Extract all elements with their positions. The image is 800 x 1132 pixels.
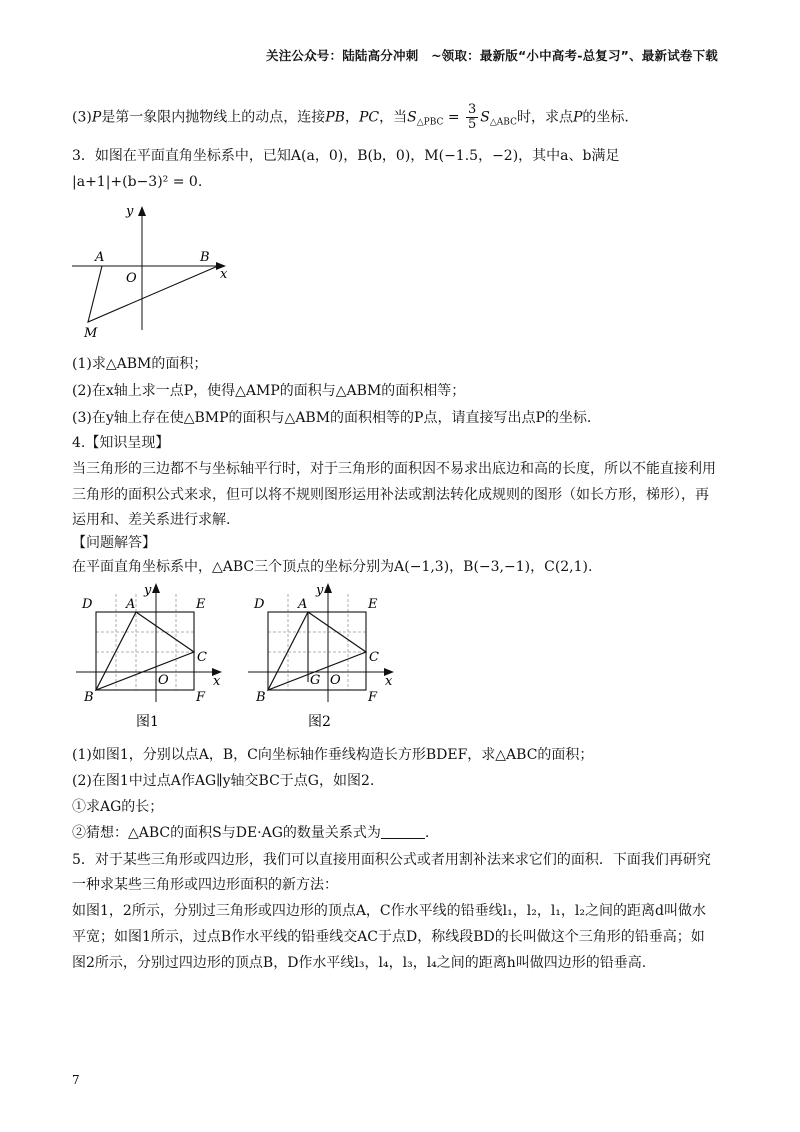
label-a: A: [298, 597, 308, 612]
rectangle-bdef: [96, 612, 194, 690]
q5-line1: 5．对于某些三角形或四边形，我们可以直接用面积公式或者用割补法来求它们的面积．下面我们再研究: [72, 852, 711, 868]
label-x: x: [213, 674, 221, 689]
label-o: O: [158, 673, 169, 688]
label-y: y: [126, 204, 134, 219]
label-d: D: [254, 597, 265, 612]
q5-line2: 一种求某些三角形或四边形面积的新方法：: [72, 877, 338, 893]
q2-part3-line: (3)P是第一象限内抛物线上的动点，连接PB，PC，当$S_{\triangle PBC}$ = $\frac{3}{5}$ $S_{\triangle ABC}$时，求点P的坐标.: [72, 102, 629, 132]
q3-sub2: (2)在x轴上求一点P，使得△AMP的面积与△ABM的面积相等；: [72, 383, 466, 399]
label-c: C: [369, 650, 379, 665]
label-f: F: [196, 690, 206, 705]
label-b: B: [84, 690, 94, 705]
label-d: D: [82, 597, 93, 612]
y-axis-arrow: [152, 583, 160, 593]
y-axis-arrow: [324, 583, 332, 593]
q4-p3: 运用和、差关系进行求解.: [72, 512, 231, 528]
triangle-abc: [96, 612, 194, 690]
q3-figure: [70, 198, 240, 348]
q3-sub3: (3)在y轴上存在使△BMP的面积与△ABM的面积相等的P点，请直接写出点P的坐标.: [72, 410, 592, 426]
q3-condition: |a+1|+(b−3)² = 0.: [72, 174, 203, 190]
label-e: E: [368, 597, 378, 612]
figure-2-caption: 图2: [308, 714, 331, 730]
figure-1-caption: 图1: [136, 714, 159, 730]
label-y: y: [144, 583, 152, 598]
q4-solution-title: 【问题解答】: [72, 535, 156, 551]
triangle-abm: [88, 266, 218, 322]
label-m: M: [84, 326, 98, 341]
q3-intro: 3．如图在平面直角坐标系中，已知A(a，0)，B(b，0)，M(−1.5，−2)，其中a、b满足: [72, 148, 620, 164]
label-b: B: [256, 690, 266, 705]
page-number: 7: [72, 1073, 80, 1087]
y-axis-arrow: [138, 206, 146, 216]
label-a: A: [126, 597, 136, 612]
fraction-three-fifths: $\frac{3}{5}$: [468, 102, 477, 132]
label-b: B: [200, 250, 210, 265]
label-x: x: [385, 674, 393, 689]
q4-title: 4.【知识呈现】: [72, 435, 170, 451]
q5-line3: 如图1，2所示，分别过三角形或四边形的顶点A，C作水平线的铅垂线l₁，l₂，l₁，l₂之间的距离d叫做水: [72, 903, 706, 919]
page-header: 关注公众号：陆陆高分冲刺 ~领取：最新版“小中高考-总复习”、最新试卷下载: [266, 48, 718, 63]
label-f: F: [368, 690, 378, 705]
q3-sub1: (1)求△ABM的面积；: [72, 356, 208, 372]
q5-line4: 平宽；如图1所示，过点B作水平线的铅垂线交AC于点D，称线段BD的长叫做这个三角形的铅垂高；如: [72, 929, 705, 945]
label-g: G: [310, 673, 321, 688]
label-e: E: [196, 597, 206, 612]
q4-sub2a: ①求AG的长；: [72, 799, 164, 815]
label-c: C: [197, 650, 207, 665]
label-x: x: [220, 267, 228, 282]
q4-sub2: (2)在图1中过点A作AG∥y轴交BC于点G，如图2.: [72, 773, 375, 789]
q4-sub2b: ②猜想：△ABC的面积S与DE·AG的数量关系式为 .: [72, 825, 430, 841]
answer-blank: [381, 824, 425, 839]
q4-p2: 三角形的面积公式来求，但可以将不规则图形运用补法或割法转化成规则的图形（如长方形，梯形），再: [72, 487, 709, 503]
label-y: y: [316, 583, 324, 598]
label-o: O: [330, 673, 341, 688]
label-a: A: [95, 250, 105, 265]
q5-line5: 图2所示，分别过四边形的顶点B，D作水平线l₃，l₄，l₃，l₄之间的距离h叫做四边形的铅垂高.: [72, 955, 647, 971]
q4-sub1: (1)如图1，分别以点A，B，C向坐标轴作垂线构造长方形BDEF，求△ABC的面积；: [72, 747, 594, 763]
q4-figure-2: [242, 582, 402, 732]
q4-p1: 当三角形的三边都不与坐标轴平行时，对于三角形的面积因不易求出底边和高的长度，所以不能直接利用: [72, 461, 716, 477]
label-o: O: [126, 271, 137, 286]
q4-figure-1: [70, 582, 230, 732]
q4-setup: 在平面直角坐标系中，△ABC三个顶点的坐标分别为A(−1,3)，B(−3,−1)，C(2,1).: [72, 559, 593, 575]
